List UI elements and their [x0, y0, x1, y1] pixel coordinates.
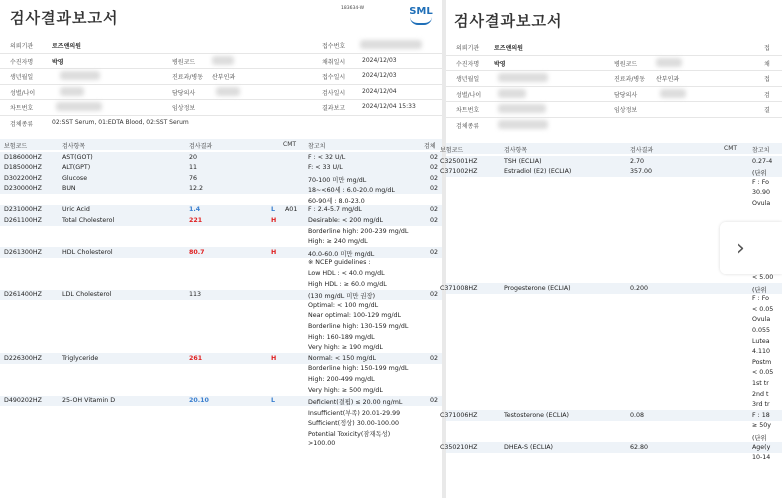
test-name: DHEA-S (ECLIA): [504, 443, 553, 451]
test-result: 76: [189, 174, 198, 182]
specimen-code: 02: [430, 397, 439, 405]
info-row: [0, 38, 442, 54]
table-row: [446, 177, 782, 188]
info-label: 검사일시: [322, 89, 346, 97]
table-row: [0, 417, 442, 428]
comment-code: A01: [285, 206, 298, 214]
test-code: D231000HZ: [4, 206, 42, 214]
reference-range: < 5.00: [752, 274, 774, 282]
result-flag: H: [271, 354, 277, 362]
table-row: [0, 322, 442, 333]
logo-arc: [410, 17, 432, 25]
col-item: 검사항목: [62, 143, 86, 150]
reference-range: >100.00: [308, 439, 336, 447]
info-label: 접수일시: [322, 74, 346, 81]
info-row: [0, 69, 442, 85]
info-row: [446, 118, 782, 133]
table-row: [0, 290, 442, 301]
info-label: 결과보고: [322, 105, 346, 112]
info-row: [446, 40, 782, 56]
specimen-types: 02:SST Serum, 01:EDTA Blood, 02:SST Serum: [52, 118, 189, 126]
table-row: [0, 205, 442, 216]
results-table-header: [0, 139, 442, 150]
table-row: [0, 332, 442, 343]
info-label: 성별/나이: [456, 91, 482, 99]
hospital-name: 로즈앤의원: [52, 43, 81, 50]
result-flag: H: [271, 248, 277, 256]
reference-range: ≥ 50y: [752, 422, 772, 430]
test-code: C371002HZ: [440, 168, 478, 176]
info-label: 채: [764, 60, 770, 68]
test-name: Triglyceride: [62, 354, 99, 362]
reference-range: Insufficient(부족) 20.01-29.99: [308, 409, 401, 417]
test-result: 20.10: [189, 397, 209, 405]
specimen-code: 02: [430, 354, 439, 362]
test-result: 0.200: [630, 284, 649, 292]
info-label: 담당의사: [614, 91, 638, 99]
results-table-header: [440, 143, 782, 154]
logo-text: SML: [409, 6, 433, 17]
results-table-body: [440, 156, 782, 463]
info-label: 성별/나이: [10, 89, 36, 97]
table-row: [446, 326, 782, 337]
redacted-block: [498, 120, 548, 129]
table-row: [0, 300, 442, 311]
reference-range: < 0.05: [752, 369, 774, 377]
col-result: 검사결과: [630, 147, 654, 154]
table-row: [440, 156, 782, 167]
reference-range: Desirable: < 200 mg/dL: [308, 217, 383, 225]
info-label: 병원코드: [172, 58, 196, 66]
test-result: 1.4: [189, 206, 201, 214]
reference-range: Normal: < 150 mg/dL: [308, 354, 376, 362]
reference-range: Sufficient(정상) 30.00-100.00: [308, 420, 400, 428]
specimen-code: 02: [430, 206, 439, 214]
table-row: [446, 431, 782, 442]
test-code: D186000HZ: [4, 153, 42, 161]
col-ref: 참고치: [308, 143, 326, 150]
reference-range: 70-100 미만 mg/dL: [308, 176, 367, 184]
reference-range: Lutea: [752, 337, 770, 345]
table-row: [446, 304, 782, 315]
specimen-code: 02: [430, 164, 439, 172]
department: 산부인과: [656, 76, 680, 83]
specimen-code: 02: [430, 185, 439, 193]
result-flag: H: [271, 217, 277, 225]
redacted-block: [498, 104, 546, 113]
reference-range: < 0.05: [752, 305, 774, 313]
info-row: [446, 71, 782, 87]
reference-range: 3rd tr: [752, 401, 770, 409]
reference-range: 0.055: [752, 327, 771, 334]
specimen-code: 02: [430, 217, 439, 225]
test-name: AST(GOT): [62, 153, 93, 161]
test-result: 221: [189, 217, 203, 225]
reference-range: 18~<60세 : 6.0-20.0 mg/dL: [308, 187, 395, 195]
reference-range: 30.90: [752, 189, 771, 197]
reference-range: Ovula: [752, 316, 771, 324]
table-row: [0, 438, 442, 449]
info-label: 검체종류: [10, 120, 34, 128]
test-result: 11: [189, 164, 198, 172]
reference-range: Age(y: [752, 443, 771, 451]
reference-range: Very high: ≥ 190 mg/dL: [308, 344, 383, 352]
reference-range: Potential Toxicity(잠재독성): [308, 430, 391, 438]
reference-range: High HDL : ≥ 60.0 mg/dL: [308, 280, 387, 288]
reference-range: Near optimal: 100-129 mg/dL: [308, 312, 402, 320]
table-row: [446, 453, 782, 464]
test-name: TSH (ECLIA): [504, 157, 542, 165]
col-spec: 검체: [424, 143, 436, 150]
result-flag: L: [271, 397, 276, 405]
info-label: 접: [764, 76, 770, 83]
results-table-body: [0, 152, 442, 449]
test-result: 113: [189, 291, 202, 299]
info-label: 채취일시: [322, 58, 346, 66]
reference-range: High: 200-499 mg/dL: [308, 375, 375, 383]
reference-range: Optimal: < 100 mg/dL: [308, 301, 379, 309]
next-page-button[interactable]: [720, 222, 782, 274]
test-code: D302200HZ: [4, 174, 42, 182]
table-row: [0, 427, 442, 438]
reference-range: (단위: [752, 286, 767, 294]
redacted-block: [656, 58, 682, 67]
patient-info: [446, 40, 782, 132]
test-name: Testosterone (ECLIA): [504, 411, 570, 419]
result-flag: L: [271, 206, 276, 214]
chevron-right-icon: ›: [736, 236, 745, 261]
info-label: 검: [764, 91, 770, 99]
info-row: [446, 56, 782, 72]
info-label: 결: [764, 107, 770, 114]
info-row: [0, 100, 442, 116]
reference-range: F : 2.4-5.7 mg/dL: [308, 206, 362, 214]
test-code: D230000HZ: [4, 185, 42, 193]
info-row: [446, 87, 782, 103]
redacted-block: [360, 40, 422, 49]
info-label: 차트번호: [456, 107, 480, 114]
table-row: [440, 283, 782, 294]
report-date: 2024/12/04 15:33: [362, 103, 416, 110]
test-result: 20: [189, 153, 198, 161]
test-name: Total Cholesterol: [62, 217, 115, 225]
reference-range: Very high: ≥ 500 mg/dL: [308, 386, 383, 394]
table-row: [446, 315, 782, 326]
specimen-code: 02: [430, 291, 439, 299]
test-code: D185000HZ: [4, 164, 42, 172]
collection-date: 2024/12/03: [362, 56, 397, 64]
table-row: [446, 198, 782, 209]
table-row: [0, 374, 442, 385]
table-row: [446, 400, 782, 411]
table-row: [446, 357, 782, 368]
table-row: [0, 406, 442, 417]
table-row: [446, 347, 782, 358]
col-cmt: CMT: [724, 145, 738, 152]
reference-range: (단위: [752, 170, 767, 178]
info-row: [446, 102, 782, 118]
reference-range: F : Fo: [752, 295, 769, 303]
test-name: Uric Acid: [62, 206, 90, 214]
test-name: Estradiol (E2) (ECLIA): [504, 168, 572, 176]
table-row: [0, 173, 442, 184]
reference-range: Borderline high: 130-159 mg/dL: [308, 323, 409, 330]
reference-range: Ovula: [752, 199, 771, 207]
test-result: 261: [189, 354, 203, 362]
info-label: 담당의사: [172, 89, 196, 97]
specimen-code: 02: [430, 153, 439, 161]
table-row: [446, 273, 782, 284]
reference-range: Borderline high: 200-239 mg/dL: [308, 227, 409, 235]
table-row: [0, 269, 442, 280]
info-row: [0, 85, 442, 101]
info-label: 의뢰기관: [10, 43, 34, 50]
test-name: LDL Cholesterol: [62, 291, 112, 299]
table-row: [0, 152, 442, 163]
info-row: [0, 116, 442, 131]
test-code: D261300HZ: [4, 248, 42, 256]
redacted-block: [498, 89, 526, 98]
test-name: Glucose: [62, 174, 88, 182]
table-row: [0, 385, 442, 396]
reference-range: Postm: [752, 358, 772, 366]
redacted-block: [498, 73, 548, 82]
table-row: [0, 258, 442, 269]
table-row: [446, 209, 782, 220]
test-result: 357.00: [630, 168, 653, 176]
table-row: [0, 163, 442, 174]
test-code: D226300HZ: [4, 354, 42, 362]
document-number: 183634-W: [341, 6, 365, 11]
reference-range: Deficient(결핍) ≤ 20.00 ng/mL: [308, 399, 403, 407]
info-label: 수진자명: [456, 60, 480, 68]
table-row: [446, 378, 782, 389]
page-title: 검사결과보고서: [454, 12, 563, 30]
reference-range: (단위: [752, 434, 767, 442]
table-row: [0, 216, 442, 227]
reference-range: 1st tr: [752, 379, 769, 387]
patient-name: 박영: [52, 58, 64, 66]
info-label: 진료과/병동: [614, 76, 646, 83]
test-code: D261400HZ: [4, 291, 42, 299]
department: 산부인과: [212, 74, 236, 81]
test-code: C371008HZ: [440, 284, 478, 292]
reference-range: F : < 32 U/L: [308, 153, 346, 161]
table-row: [0, 247, 442, 258]
table-row: [440, 167, 782, 178]
test-code: C371006HZ: [440, 411, 478, 419]
table-row: [0, 194, 442, 205]
test-result: 0.08: [630, 411, 645, 419]
table-row: [0, 237, 442, 248]
table-row: [446, 421, 782, 432]
info-label: 검체종류: [456, 122, 480, 130]
info-label: 생년월일: [456, 76, 480, 83]
reference-range: Borderline high: 150-199 mg/dL: [308, 365, 409, 373]
reference-range: 60-90세 : 8.0-23.0: [308, 197, 365, 205]
test-code: C325001HZ: [440, 157, 478, 165]
reference-range: ※ NCEP guidelines :: [308, 259, 371, 267]
info-label: 접수번호: [322, 43, 346, 50]
info-row: [0, 54, 442, 70]
hospital-name: 로즈앤의원: [494, 45, 523, 52]
info-label: 접: [764, 45, 770, 52]
test-date: 2024/12/04: [362, 87, 397, 95]
col-code: 보험코드: [4, 143, 28, 150]
redacted-block: [60, 71, 100, 80]
test-result: 12.2: [189, 185, 204, 193]
table-row: [440, 442, 782, 453]
reference-range: 2nd t: [752, 390, 769, 398]
redacted-block: [212, 56, 234, 65]
info-label: 차트번호: [10, 105, 34, 112]
reference-range: 4.110: [752, 348, 771, 356]
test-name: BUN: [62, 185, 76, 193]
redacted-block: [216, 87, 240, 96]
col-result: 검사결과: [189, 143, 213, 150]
redacted-block: [60, 87, 84, 96]
redacted-block: [660, 89, 686, 98]
patient-name: 박영: [494, 60, 506, 68]
reference-range: F: < 33 U/L: [308, 164, 343, 172]
info-label: 생년월일: [10, 74, 34, 81]
table-row: [0, 311, 442, 322]
table-row: [0, 396, 442, 407]
test-result: 2.70: [630, 157, 645, 165]
table-row: [0, 184, 442, 195]
table-row: [446, 336, 782, 347]
info-label: 의뢰기관: [456, 45, 480, 52]
test-result: 62.80: [630, 443, 649, 451]
redacted-block: [56, 102, 102, 111]
specimen-code: 02: [430, 174, 439, 182]
reference-range: High: 160-189 mg/dL: [308, 333, 375, 341]
table-row: [446, 294, 782, 305]
table-row: [446, 389, 782, 400]
table-row: [446, 188, 782, 199]
reference-range: 10-14: [752, 454, 771, 462]
test-name: 25-OH Vitamin D: [62, 397, 116, 405]
specimen-code: 02: [430, 248, 439, 256]
reference-range: (130 mg/dL 미만 권장): [308, 293, 376, 301]
test-result: 80.7: [189, 248, 205, 256]
reference-range: F : Fo: [752, 178, 769, 186]
table-row: [440, 410, 782, 421]
reference-range: F : 18: [752, 411, 770, 419]
test-name: Progesterone (ECLIA): [504, 284, 571, 292]
table-row: [0, 343, 442, 354]
receipt-date: 2024/12/03: [362, 72, 397, 79]
col-ref: 참고치: [752, 147, 770, 154]
info-label: 임상정보: [172, 105, 196, 112]
table-row: [0, 353, 442, 364]
table-row: [0, 364, 442, 375]
info-label: 임상정보: [614, 107, 638, 114]
table-row: [446, 368, 782, 379]
info-label: 진료과/병동: [172, 74, 204, 81]
test-name: HDL Cholesterol: [62, 248, 113, 256]
col-item: 검사항목: [504, 147, 528, 154]
test-code: D261100HZ: [4, 217, 42, 225]
reference-range: 0.27-4: [752, 157, 773, 165]
table-row: [0, 279, 442, 290]
info-label: 수진자명: [10, 58, 34, 66]
page-title: 검사결과보고서: [10, 9, 119, 27]
patient-info: [0, 38, 442, 130]
info-label: 병원코드: [614, 60, 638, 68]
col-cmt: CMT: [283, 141, 297, 148]
test-code: C350210HZ: [440, 443, 478, 451]
reference-range: High: ≥ 240 mg/dL: [308, 238, 368, 246]
reference-range: 40.0-60.0 미만 mg/dL: [308, 250, 375, 258]
test-code: D490202HZ: [4, 397, 42, 405]
reference-range: Low HDL : < 40.0 mg/dL: [308, 270, 385, 278]
col-code: 보험코드: [440, 147, 464, 154]
table-row: [0, 226, 442, 237]
test-name: ALT(GPT): [62, 164, 91, 172]
sml-logo: [408, 4, 434, 24]
